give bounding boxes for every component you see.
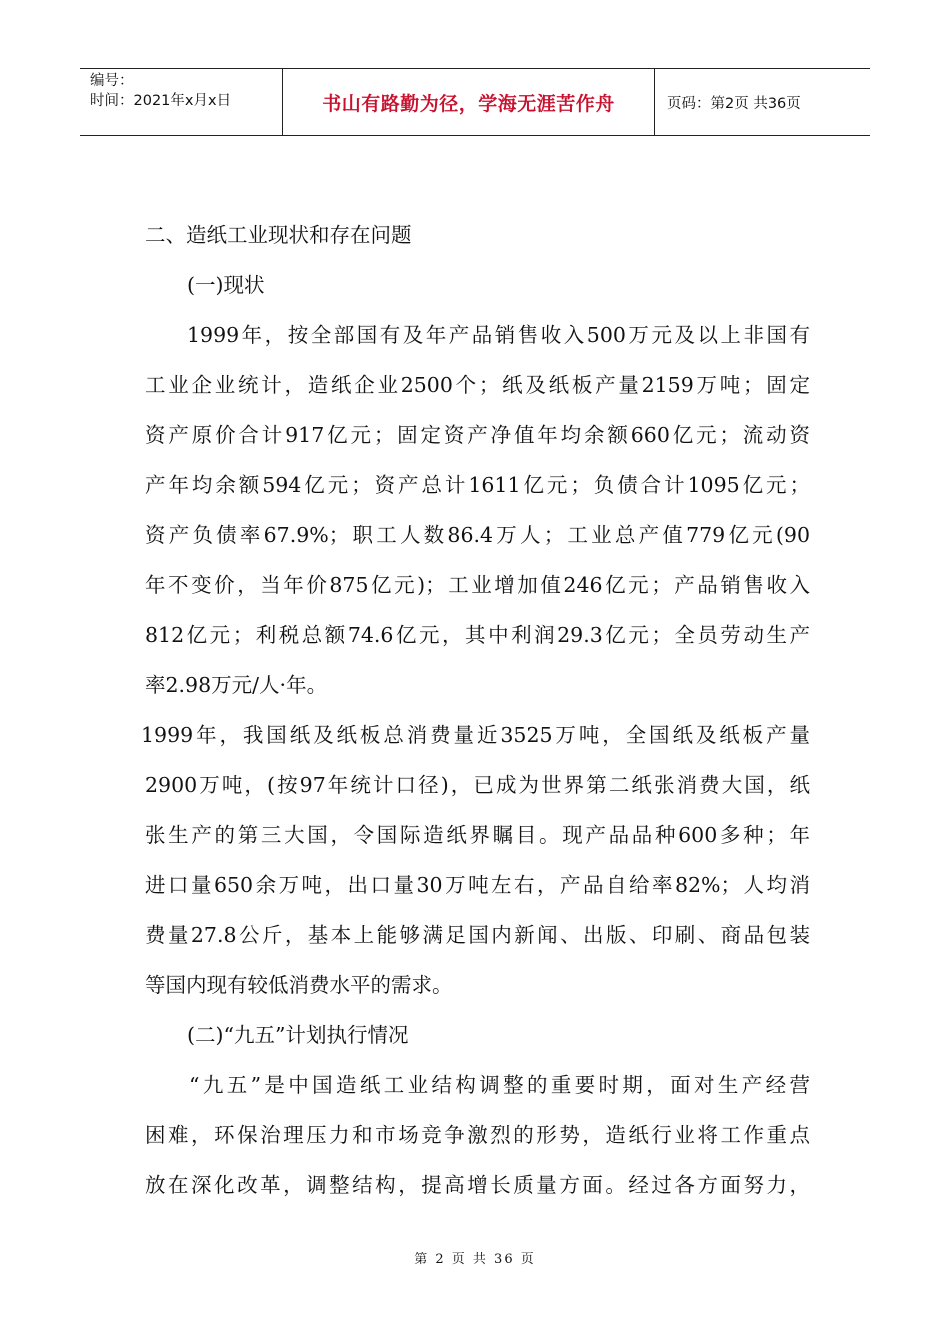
document-time-label: 时间：2021年x月x日: [90, 93, 232, 109]
paragraph-line: 张生产的第三大国，令国际造纸界瞩目。现产品品种600多种；年: [145, 823, 810, 847]
paragraph-line: 放在深化改革，调整结构，提高增长质量方面。经过各方面努力，: [145, 1173, 810, 1197]
paragraph-line: 812亿元；利税总额74.6亿元，其中利润29.3亿元；全员劳动生产: [145, 623, 810, 647]
paragraph-line: 进口量650余万吨，出口量30万吨左右，产品自给率82%；人均消: [145, 873, 810, 897]
header-meta: [80, 69, 283, 135]
paragraph-line: 等国内现有较低消费水平的需求。: [145, 973, 453, 997]
document-body: [141, 210, 810, 1210]
paragraph-line: 1999年，我国纸及纸板总消费量近3525万吨，全国纸及纸板产量: [141, 723, 810, 747]
subsection-heading-plan: (二)“九五”计划执行情况: [187, 1023, 409, 1047]
paragraph-line: 费量27.8公斤，基本上能够满足国内新闻、出版、印刷、商品包装: [145, 923, 810, 947]
paragraph-line: 率2.98万元/人·年。: [145, 673, 328, 697]
paragraph-line: 资产负债率67.9%；职工人数86.4万人；工业总产值779亿元(90: [145, 523, 810, 547]
document-number-label: 编号：: [90, 73, 134, 89]
paragraph-line: 工业企业统计，造纸企业2500个；纸及纸板产量2159万吨；固定: [145, 373, 810, 397]
paragraph-line: 年不变价，当年价875亿元)；工业增加值246亿元；产品销售收入: [145, 573, 810, 597]
subsection-heading-status: (一)现状: [187, 273, 265, 297]
paragraph-line: 1999年，按全部国有及年产品销售收入500万元及以上非国有: [187, 323, 810, 347]
header-page-info: 页码：第2页 共36页: [667, 95, 801, 112]
paragraph-line: “九五”是中国造纸工业结构调整的重要时期，面对生产经营: [189, 1073, 810, 1097]
paragraph-line: 产年均余额594亿元；资产总计1611亿元；负债合计1095亿元；: [145, 473, 810, 497]
paragraph-line: 资产原价合计917亿元；固定资产净值年均余额660亿元；流动资: [145, 423, 810, 447]
paragraph-line: 困难，环保治理压力和市场竞争激烈的形势，造纸行业将工作重点: [145, 1123, 810, 1147]
page-footer: 第 2 页 共 36 页: [414, 1252, 536, 1267]
header-motto: 书山有路勤为径，学海无涯苦作舟: [283, 69, 655, 135]
paragraph-line: 2900万吨，(按97年统计口径)，已成为世界第二纸张消费大国，纸: [145, 773, 810, 797]
page-header: [80, 68, 870, 136]
section-heading: 二、造纸工业现状和存在问题: [145, 223, 412, 247]
